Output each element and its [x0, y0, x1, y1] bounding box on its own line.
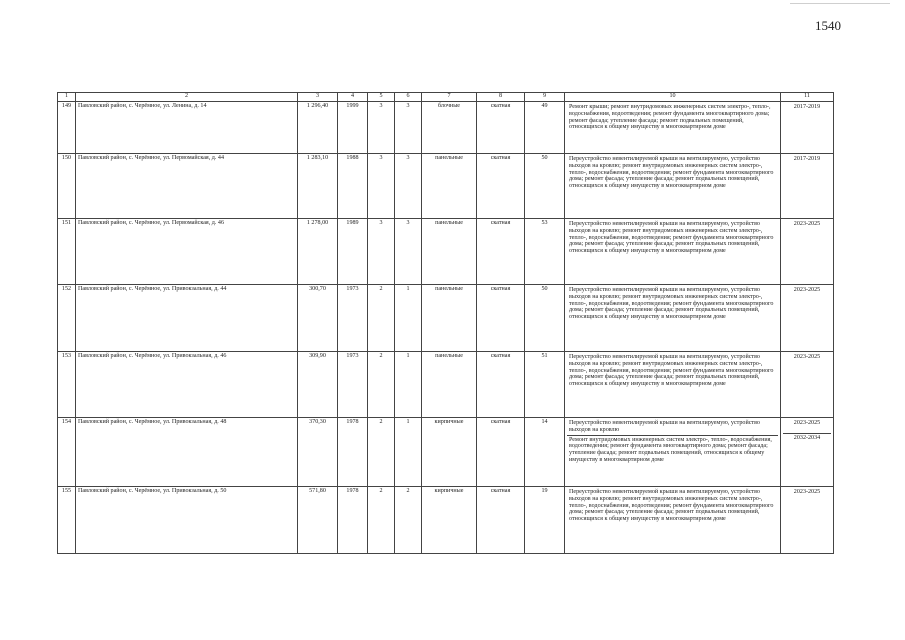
- period-value: 2023-2025: [793, 489, 821, 495]
- floors-cell: 2: [368, 418, 395, 487]
- column-header: 5: [368, 93, 395, 102]
- column-header: 8: [477, 93, 525, 102]
- floors-cell: 2: [368, 285, 395, 352]
- wall-material-cell: панельные: [422, 219, 477, 285]
- row-number: 151: [58, 219, 76, 285]
- column-header: 3: [298, 93, 338, 102]
- area-cell: 1 283,10: [298, 154, 338, 219]
- flats-count-cell: 14: [525, 418, 565, 487]
- work-description: Переустройство невентилируемой крыши на вентилируемую, устройство выходов на кровлю; ремонт внутридомовых инженерных систем электро-, тепло-, водоснабжения, водоотведения; ремонт фундамента многоквартирного дома; ремонт фасада; утепление фасада; ремонт подвальных помещений, относящихся к общему имуществу в многоквартирном доме: [569, 287, 774, 321]
- address-cell: Павловский район, с. Черёмное, ул. Привокзальная, д. 48: [76, 418, 298, 487]
- period-cell: [781, 352, 834, 418]
- year-built-cell: 1988: [338, 154, 368, 219]
- year-built-cell: 1978: [338, 487, 368, 554]
- period-value: 2017-2019: [793, 104, 821, 110]
- period-value: 2023-2025: [793, 221, 821, 227]
- entrances-cell: 3: [395, 219, 422, 285]
- floors-cell: 3: [368, 219, 395, 285]
- column-header: 2: [76, 93, 298, 102]
- period-value: 2023-2025: [793, 287, 821, 293]
- area-cell: 370,30: [298, 418, 338, 487]
- works-cell: [565, 285, 781, 352]
- entrances-cell: 3: [395, 102, 422, 154]
- wall-material-cell: кирпичные: [422, 418, 477, 487]
- row-number: 152: [58, 285, 76, 352]
- floors-cell: 3: [368, 154, 395, 219]
- work-description: Переустройство невентилируемой крыши на вентилируемую, устройство выходов на кровлю; ремонт внутридомовых инженерных систем электро-, тепло-, водоснабжения, водоотведения; ремонт фундамента многоквартирного дома; ремонт фасада; утепление фасада; ремонт подвальных помещений, относящихся к общему имуществу в многоквартирном доме: [569, 354, 774, 388]
- roof-type-cell: скатная: [477, 352, 525, 418]
- work-description: Ремонт внутридомовых инженерных систем электро-, тепло-, водоснабжения, водоотведения; ремонт фундамента многоквартирного дома; ремонт фасада; утепление фасада; ремонт подвальных помещений, относящихся к общему имуществу в многоквартирном доме: [567, 435, 778, 465]
- row-number: 150: [58, 154, 76, 219]
- period-cell: [781, 102, 834, 154]
- column-header: 9: [525, 93, 565, 102]
- roof-type-cell: скатная: [477, 219, 525, 285]
- area-cell: 1 296,40: [298, 102, 338, 154]
- works-cell: [565, 219, 781, 285]
- work-description: Переустройство невентилируемой крыши на вентилируемую, устройство выходов на кровлю; ремонт внутридомовых инженерных систем электро-, тепло-, водоснабжения, водоотведения; ремонт фундамента многоквартирного дома; ремонт фасада; утепление фасада; ремонт подвальных помещений, относящихся к общему имуществу в многоквартирном доме: [569, 221, 774, 255]
- housing-register-table: [57, 92, 834, 554]
- address-cell: Павловский район, с. Черёмное, ул. Первомайская, д. 46: [76, 219, 298, 285]
- wall-material-cell: панельные: [422, 352, 477, 418]
- year-built-cell: 1978: [338, 418, 368, 487]
- year-built-cell: 1999: [338, 102, 368, 154]
- entrances-cell: 2: [395, 487, 422, 554]
- work-description: Ремонт крыши; ремонт внутридомовых инженерных систем электро-, тепло-, водоснабжения, водоотведения; ремонт фундамента многоквартирного дома; ремонт фасада; утепление фасада; ремонт подвальных помещений, относящихся к общему имуществу в многоквартирном доме: [569, 104, 771, 131]
- roof-type-cell: скатная: [477, 418, 525, 487]
- flats-count-cell: 50: [525, 154, 565, 219]
- row-number: 153: [58, 352, 76, 418]
- area-cell: 309,90: [298, 352, 338, 418]
- address-cell: Павловский район, с. Черёмное, ул. Привокзальная, д. 44: [76, 285, 298, 352]
- period-cell: [781, 487, 834, 554]
- entrances-cell: 1: [395, 285, 422, 352]
- period-cell: [781, 219, 834, 285]
- works-cell: [565, 418, 781, 487]
- column-header: 1: [58, 93, 76, 102]
- roof-type-cell: скатная: [477, 102, 525, 154]
- table-row: [58, 154, 834, 219]
- works-cell: [565, 102, 781, 154]
- year-built-cell: 1973: [338, 285, 368, 352]
- top-edge-mark: [790, 0, 890, 4]
- flats-count-cell: 51: [525, 352, 565, 418]
- row-number: 149: [58, 102, 76, 154]
- area-cell: 571,80: [298, 487, 338, 554]
- address-cell: Павловский район, с. Черёмное, ул. Привокзальная, д. 50: [76, 487, 298, 554]
- work-description: Переустройство невентилируемой крыши на вентилируемую, устройство выходов на кровлю; ремонт внутридомовых инженерных систем электро-, тепло-, водоснабжения, водоотведения; ремонт фундамента многоквартирного дома; ремонт фасада; утепление фасада; ремонт подвальных помещений, относящихся к общему имуществу в многоквартирном доме: [569, 156, 774, 190]
- table-row: [58, 352, 834, 418]
- table-row: [58, 418, 834, 487]
- floors-cell: 2: [368, 487, 395, 554]
- roof-type-cell: скатная: [477, 487, 525, 554]
- table-row: [58, 219, 834, 285]
- column-header: 7: [422, 93, 477, 102]
- area-cell: 300,70: [298, 285, 338, 352]
- works-cell: [565, 487, 781, 554]
- area-cell: 1 278,00: [298, 219, 338, 285]
- works-cell: [565, 154, 781, 219]
- entrances-cell: 1: [395, 418, 422, 487]
- floors-cell: 2: [368, 352, 395, 418]
- entrances-cell: 3: [395, 154, 422, 219]
- wall-material-cell: блочные: [422, 102, 477, 154]
- row-number: 155: [58, 487, 76, 554]
- work-description: Переустройство невентилируемой крыши на вентилируемую, устройство выходов на кровлю: [569, 420, 760, 433]
- column-number-row: [58, 93, 834, 102]
- address-cell: Павловский район, с. Черёмное, ул. Первомайская, д. 44: [76, 154, 298, 219]
- page-number: 1540: [815, 18, 841, 33]
- column-header: 11: [781, 93, 834, 102]
- year-built-cell: 1989: [338, 219, 368, 285]
- table-row: [58, 487, 834, 554]
- roof-type-cell: скатная: [477, 285, 525, 352]
- wall-material-cell: панельные: [422, 285, 477, 352]
- wall-material-cell: панельные: [422, 154, 477, 219]
- roof-type-cell: скатная: [477, 154, 525, 219]
- year-built-cell: 1973: [338, 352, 368, 418]
- period-cell: [781, 418, 834, 487]
- period-value: 2017-2019: [793, 156, 821, 162]
- works-cell: [565, 352, 781, 418]
- row-number: 154: [58, 418, 76, 487]
- column-header: 10: [565, 93, 781, 102]
- period-cell: [781, 285, 834, 352]
- address-cell: Павловский район, с. Черёмное, ул. Привокзальная, д. 46: [76, 352, 298, 418]
- address-cell: Павловский район, с. Черёмное, ул. Ленина, д. 14: [76, 102, 298, 154]
- flats-count-cell: 19: [525, 487, 565, 554]
- table-row: [58, 102, 834, 154]
- work-description: Переустройство невентилируемой крыши на вентилируемую, устройство выходов на кровлю; ремонт внутридомовых инженерных систем электро-, тепло-, водоснабжения, водоотведения; ремонт фундамента многоквартирного дома; ремонт фасада; утепление фасада; ремонт подвальных помещений, относящихся к общему имуществу в многоквартирном доме: [569, 489, 774, 523]
- flats-count-cell: 53: [525, 219, 565, 285]
- period-value: 2032-2034: [783, 433, 831, 443]
- wall-material-cell: кирпичные: [422, 487, 477, 554]
- entrances-cell: 1: [395, 352, 422, 418]
- table-row: [58, 285, 834, 352]
- flats-count-cell: 50: [525, 285, 565, 352]
- flats-count-cell: 49: [525, 102, 565, 154]
- period-cell: [781, 154, 834, 219]
- period-value: 2023-2025: [793, 354, 821, 360]
- floors-cell: 3: [368, 102, 395, 154]
- column-header: 6: [395, 93, 422, 102]
- period-value: 2023-2025: [793, 420, 821, 426]
- column-header: 4: [338, 93, 368, 102]
